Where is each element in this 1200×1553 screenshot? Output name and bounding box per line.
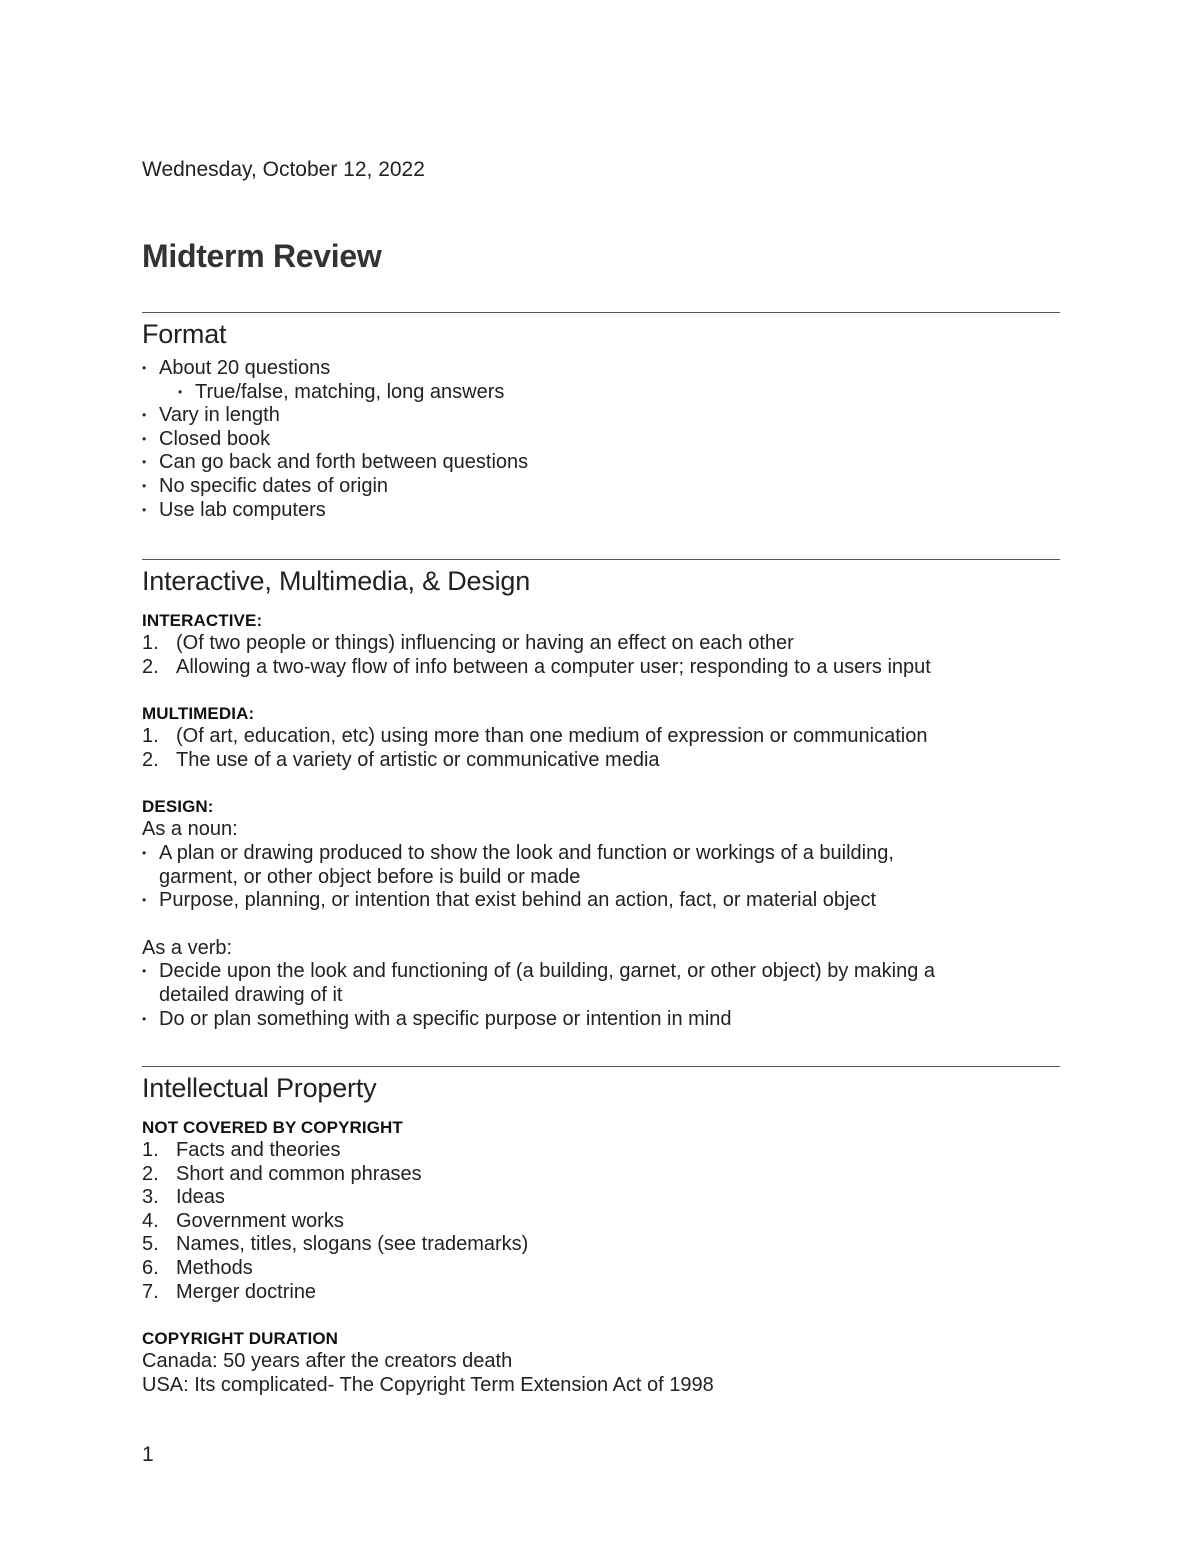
not-covered-block: [142, 1117, 1060, 1304]
list-item: [142, 1163, 1060, 1187]
list-item: [142, 632, 1060, 656]
noun-label: As a noun:: [142, 818, 238, 841]
list-item: • Use lab computers: [142, 499, 1060, 523]
item-text: Allowing a two-way flow of info between a computer user; responding to a users input: [176, 655, 931, 678]
verb-label: As a verb:: [142, 936, 233, 959]
interactive-block: [142, 610, 1060, 679]
duration-label: COPYRIGHT DURATION: [142, 1329, 339, 1349]
spacer: [142, 913, 1060, 937]
item-number: 4.: [142, 1209, 159, 1232]
spacer: [142, 1304, 1060, 1328]
multimedia-block: [142, 703, 1060, 772]
item-text: (Of art, education, etc) using more than one medium of expression or communication: [176, 725, 928, 748]
list-item: • Decide upon the look and functioning of (a building, garnet, or other object) by making a: [142, 960, 1060, 984]
multimedia-label: MULTIMEDIA:: [142, 704, 255, 724]
item-text: Ideas: [176, 1186, 225, 1209]
item-number: 6.: [142, 1256, 159, 1279]
ip-heading: Intellectual Property: [142, 1073, 377, 1103]
item-text: Government works: [176, 1209, 344, 1232]
list-item: [142, 1233, 1060, 1257]
imd-heading: Interactive, Multimedia, & Design: [142, 566, 531, 596]
design-label: DESIGN:: [142, 797, 214, 817]
list-item: [142, 725, 1060, 749]
item-text: (Of two people or things) influencing or having an effect on each other: [176, 632, 794, 654]
item-text: Merger doctrine: [176, 1280, 317, 1303]
list-item-continuation: garment, or other object before is build or made: [159, 865, 581, 888]
section-divider: [142, 312, 1060, 313]
item-number: 1.: [142, 632, 159, 654]
section-divider: [142, 559, 1060, 560]
item-text: The use of a variety of artistic or communicative media: [176, 748, 660, 771]
imd-section: [142, 559, 1060, 1031]
interactive-label: INTERACTIVE:: [142, 611, 263, 630]
page-number: 1: [142, 1443, 154, 1466]
list-item: • Do or plan something with a specific purpose or intention in mind: [142, 1008, 1060, 1032]
item-number: 5.: [142, 1233, 159, 1256]
list-item: [142, 1210, 1060, 1234]
ip-section: [142, 1066, 1060, 1397]
item-text: Methods: [176, 1256, 253, 1279]
item-text: Short and common phrases: [176, 1162, 422, 1185]
list-item-continuation: detailed drawing of it: [159, 983, 343, 1006]
spacer: [142, 772, 1060, 796]
list-item: • No specific dates of origin: [142, 475, 1060, 499]
list-item: • About 20 questions: [142, 357, 1060, 381]
list-item: [142, 656, 1060, 680]
section-divider: [142, 1066, 1060, 1067]
list-item: • A plan or drawing produced to show the look and function or workings of a building,: [142, 842, 1060, 866]
format-heading: Format: [142, 319, 227, 349]
list-item: • Can go back and forth between questions: [142, 451, 1060, 475]
item-number: 2.: [142, 655, 159, 678]
design-block: [142, 796, 1060, 1031]
item-number: 1.: [142, 1139, 159, 1161]
duration-line: USA: Its complicated- The Copyright Term Extension Act of 1998: [142, 1373, 714, 1396]
list-item: • True/false, matching, long answers: [142, 381, 1060, 405]
list-item: • Vary in length: [142, 404, 1060, 428]
format-list: [142, 357, 1060, 522]
item-number: 1.: [142, 725, 159, 748]
item-number: 2.: [142, 1162, 159, 1185]
duration-line: Canada: 50 years after the creators death: [142, 1350, 513, 1373]
item-text: Names, titles, slogans (see trademarks): [176, 1233, 529, 1256]
not-covered-label: NOT COVERED BY COPYRIGHT: [142, 1118, 403, 1137]
item-number: 2.: [142, 748, 159, 771]
list-item: [142, 1281, 1060, 1305]
duration-block: [142, 1328, 1060, 1397]
list-item: [142, 1186, 1060, 1210]
item-number: 7.: [142, 1280, 159, 1303]
item-text: Facts and theories: [176, 1139, 341, 1161]
list-item: • Purpose, planning, or intention that exist behind an action, fact, or material object: [142, 889, 1060, 913]
page-title: Midterm Review: [142, 238, 382, 274]
item-number: 3.: [142, 1186, 159, 1209]
list-item: [142, 749, 1060, 773]
list-item: [142, 1139, 1060, 1163]
document-date: Wednesday, October 12, 2022: [142, 158, 425, 181]
list-item: • Closed book: [142, 428, 1060, 452]
spacer: [142, 679, 1060, 703]
list-item: [142, 1257, 1060, 1281]
format-section: [142, 312, 1060, 522]
